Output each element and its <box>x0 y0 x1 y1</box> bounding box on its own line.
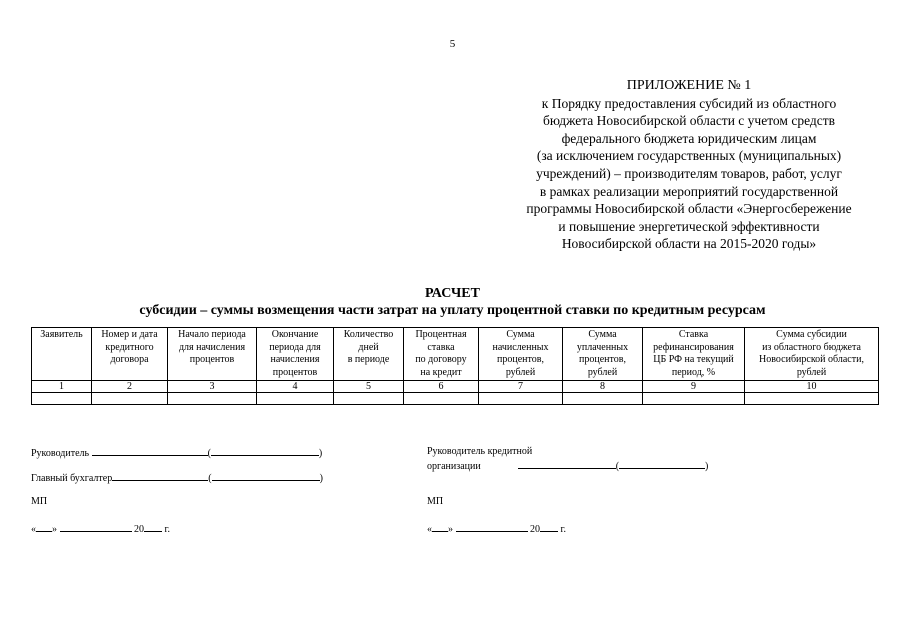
stamp-left: МП <box>31 496 48 507</box>
signature-accountant <box>31 470 323 485</box>
signature-line <box>112 470 208 481</box>
table-cell <box>745 393 879 405</box>
name-line <box>211 445 319 456</box>
appendix-line: к Порядку предоставления субсидий из областного <box>541 95 837 111</box>
table-cell <box>404 393 479 405</box>
header-cell: Сумма начисленных процентов, рублей <box>479 328 563 381</box>
header-cell: Начало периода для начисления процентов <box>168 328 257 381</box>
header-cell: Окончание периода для начисления процентов <box>257 328 334 381</box>
document-title: РАСЧЕТ <box>425 286 480 301</box>
appendix-line: Новосибирской области на 2015-2020 годы» <box>561 236 817 252</box>
column-number-cell: 9 <box>643 381 745 393</box>
table-cell <box>168 393 257 405</box>
header-cell: Количество дней в периоде <box>334 328 404 381</box>
appendix-line: в рамках реализации мероприятий государственной <box>539 183 839 199</box>
header-cell: Сумма уплаченных процентов, рублей <box>563 328 643 381</box>
date-left: « » 20 г. <box>31 521 170 536</box>
column-number-cell: 8 <box>563 381 643 393</box>
appendix-title: ПРИЛОЖЕНИЕ № 1 <box>626 78 752 93</box>
credit-org-label: организации <box>427 461 481 472</box>
signature-line <box>518 458 616 469</box>
paren-close: ) <box>705 461 709 472</box>
table-cell <box>643 393 745 405</box>
appendix-line: программы Новосибирской области «Энергосбережение <box>526 201 852 217</box>
appendix-line: федерального бюджета юридическим лицам <box>561 130 817 146</box>
calculation-table <box>31 327 879 405</box>
name-line <box>212 470 320 481</box>
paren-open: ( <box>208 473 212 484</box>
column-number-cell: 5 <box>334 381 404 393</box>
signature-credit-head <box>427 445 708 473</box>
name-line <box>619 458 705 469</box>
credit-head-label: Руководитель кредитной <box>427 446 533 457</box>
document-subtitle: субсидии – суммы возмещения части затрат на уплату процентной ставки по кредитным ресурсам <box>139 303 766 318</box>
header-cell: Процентная ставка по договору на кредит <box>404 328 479 381</box>
appendix-line: бюджета Новосибирской области с учетом средств <box>542 113 836 129</box>
header-cell: Сумма субсидии из областного бюджета Новосибирской области, рублей <box>745 328 879 381</box>
accountant-label: Главный бухгалтер <box>31 473 113 484</box>
table-row <box>32 393 879 405</box>
appendix-block <box>500 77 878 253</box>
paren-open: ( <box>207 448 211 459</box>
column-number-cell: 2 <box>92 381 168 393</box>
table-number-row <box>32 381 879 393</box>
column-number-cell: 6 <box>404 381 479 393</box>
table-cell <box>92 393 168 405</box>
table-cell <box>563 393 643 405</box>
paren-close: ) <box>319 473 323 484</box>
header-cell: Заявитель <box>32 328 92 381</box>
column-number-cell: 10 <box>745 381 879 393</box>
stamp-right: МП <box>427 496 444 507</box>
appendix-line: учреждений) – производителям товаров, работ, услуг <box>536 165 842 181</box>
date-right: « » 20 г. <box>427 521 566 536</box>
paren-close: ) <box>318 448 323 459</box>
table-cell <box>257 393 334 405</box>
document-title-block <box>0 285 905 319</box>
signature-line <box>92 445 208 456</box>
header-cell: Номер и дата кредитного договора <box>92 328 168 381</box>
table-cell <box>479 393 563 405</box>
appendix-line: (за исключением государственных (муниципальных) <box>536 148 842 164</box>
signature-head <box>31 445 322 460</box>
column-number-cell: 1 <box>32 381 92 393</box>
table-cell <box>334 393 404 405</box>
header-cell: Ставка рефинансирования ЦБ РФ на текущий период, % <box>643 328 745 381</box>
table-cell <box>32 393 92 405</box>
column-number-cell: 7 <box>479 381 563 393</box>
page-number: 5 <box>449 38 456 50</box>
appendix-line: и повышение энергетической эффективности <box>558 218 820 234</box>
column-number-cell: 4 <box>257 381 334 393</box>
table-header-row <box>32 328 879 381</box>
head-label: Руководитель <box>31 448 90 459</box>
paren-open: ( <box>615 461 620 472</box>
column-number-cell: 3 <box>168 381 257 393</box>
